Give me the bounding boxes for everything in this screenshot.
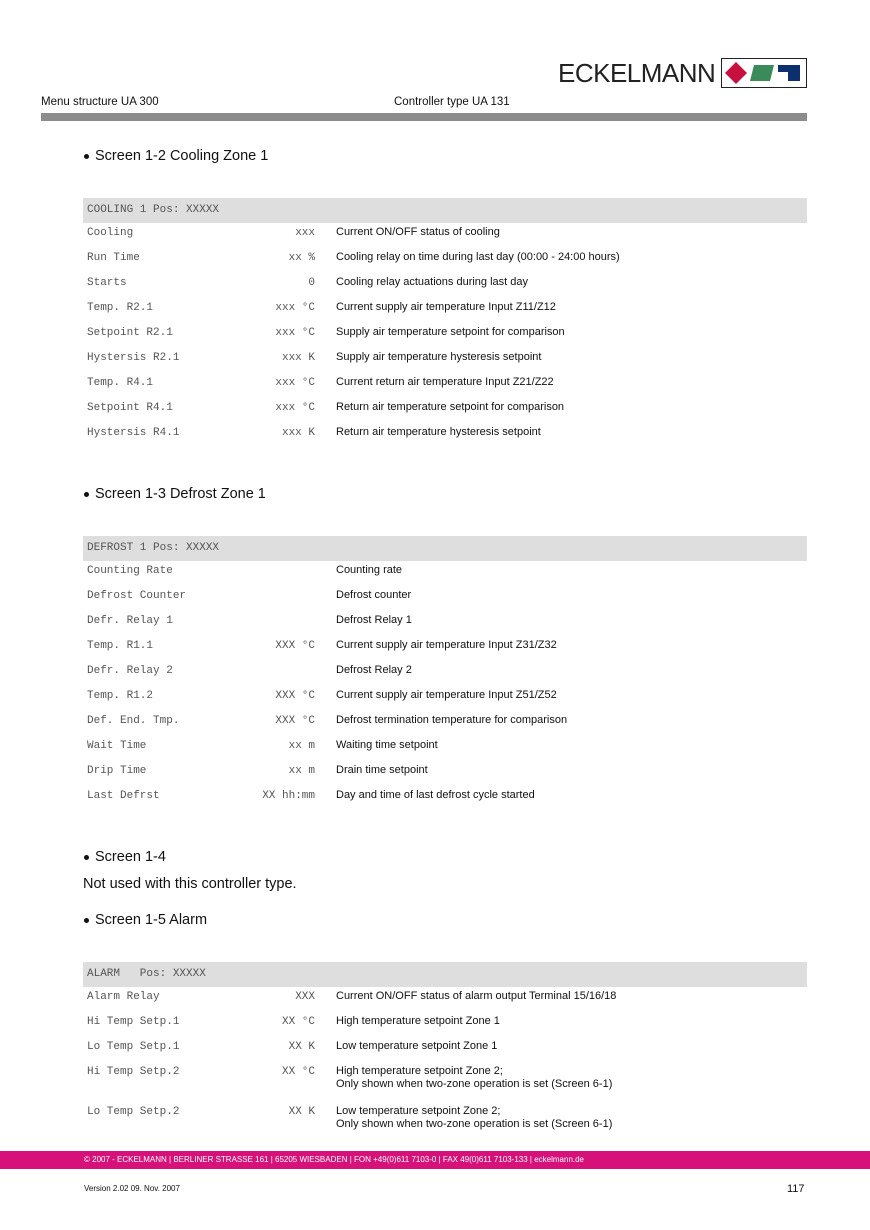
- row-label: Temp. R2.1: [87, 302, 154, 314]
- section-title: Screen 1-5 Alarm: [95, 912, 208, 928]
- row-label: Def. End. Tmp.: [87, 715, 180, 727]
- row-description-line: Day and time of last defrost cycle started: [336, 789, 535, 801]
- row-description-line: Waiting time setpoint: [336, 739, 438, 751]
- row-description: [336, 664, 412, 677]
- row-label: Hystersis R2.1: [87, 352, 180, 364]
- section-heading-cooling: [84, 148, 268, 164]
- row-description-line: Only shown when two-zone operation is set (Screen 6-1): [336, 1078, 613, 1090]
- row-value: xxx K: [281, 427, 315, 439]
- row-description-line: Supply air temperature setpoint for comparison: [336, 326, 565, 338]
- bullet-icon: [84, 154, 89, 159]
- row-description: [336, 1105, 612, 1131]
- row-description-line: Current supply air temperature Input Z31/Z32: [336, 639, 557, 651]
- row-label: Hi Temp Setp.2: [87, 1066, 180, 1078]
- table-row: [83, 398, 807, 423]
- row-label: Cooling: [87, 227, 134, 239]
- table-header: COOLING 1 Pos: XXXXX: [83, 198, 807, 223]
- table-row: [83, 323, 807, 348]
- table-row: [83, 1102, 807, 1142]
- row-label: Hi Temp Setp.1: [87, 1016, 180, 1028]
- bullet-icon: [84, 492, 89, 497]
- row-description: [336, 639, 557, 652]
- row-value: XXX: [295, 991, 315, 1003]
- row-description-line: Cooling relay on time during last day (00:00 - 24:00 hours): [336, 251, 620, 263]
- row-label: Temp. R4.1: [87, 377, 154, 389]
- row-description-line: Defrost Relay 1: [336, 614, 412, 626]
- row-description: [336, 789, 535, 802]
- section-heading-defrost: [84, 486, 266, 502]
- row-label: Alarm Relay: [87, 991, 160, 1003]
- row-description: [336, 764, 428, 777]
- row-value: xx m: [288, 740, 315, 752]
- table-body: [83, 987, 807, 1142]
- table-body: [83, 223, 807, 448]
- row-description-line: Supply air temperature hysteresis setpoint: [336, 351, 542, 363]
- row-description: [336, 1065, 612, 1091]
- row-value: xx m: [288, 765, 315, 777]
- row-value: XX K: [288, 1041, 315, 1053]
- row-label: Defrost Counter: [87, 590, 187, 602]
- row-label: Setpoint R4.1: [87, 402, 173, 414]
- table-row: [83, 586, 807, 611]
- header-divider: [41, 113, 807, 121]
- row-description-line: High temperature setpoint Zone 1: [336, 1015, 500, 1027]
- row-label: Lo Temp Setp.1: [87, 1041, 180, 1053]
- table-row: [83, 736, 807, 761]
- row-label: Setpoint R2.1: [87, 327, 173, 339]
- row-label: Starts: [87, 277, 127, 289]
- row-label: Last Defrst: [87, 790, 160, 802]
- bullet-icon: [84, 918, 89, 923]
- row-description: [336, 714, 567, 727]
- table-row: [83, 373, 807, 398]
- row-value: XXX °C: [275, 715, 315, 727]
- table-row: [83, 561, 807, 586]
- table-row: [83, 1062, 807, 1102]
- row-description-line: Return air temperature hysteresis setpoint: [336, 426, 541, 438]
- table-body: [83, 561, 807, 811]
- section-note: Not used with this controller type.: [83, 876, 297, 892]
- row-description: [336, 739, 438, 752]
- row-description: [336, 226, 500, 239]
- row-value: XX K: [288, 1106, 315, 1118]
- brand-logo: [558, 58, 807, 88]
- row-value: XX °C: [281, 1016, 315, 1028]
- table-row: [83, 636, 807, 661]
- row-label: Lo Temp Setp.2: [87, 1106, 180, 1118]
- table-header: DEFROST 1 Pos: XXXXX: [83, 536, 807, 561]
- cooling-table: [83, 198, 807, 448]
- row-value: xx %: [288, 252, 315, 264]
- brand-mark-icon: [721, 58, 807, 88]
- row-label: Counting Rate: [87, 565, 173, 577]
- row-value: xxx K: [281, 352, 315, 364]
- row-description: [336, 276, 528, 289]
- row-label: Defr. Relay 2: [87, 665, 173, 677]
- row-label: Wait Time: [87, 740, 147, 752]
- defrost-table: [83, 536, 807, 811]
- row-label: Temp. R1.2: [87, 690, 154, 702]
- row-description: [336, 689, 557, 702]
- bullet-icon: [84, 855, 89, 860]
- row-description: [336, 401, 564, 414]
- section-heading-screen-1-4: [84, 849, 166, 865]
- table-row: [83, 423, 807, 448]
- table-row: [83, 1037, 807, 1062]
- table-row: [83, 298, 807, 323]
- row-description-line: Current return air temperature Input Z21/Z22: [336, 376, 554, 388]
- table-row: [83, 661, 807, 686]
- row-description: [336, 376, 554, 389]
- row-description-line: High temperature setpoint Zone 2;: [336, 1065, 503, 1077]
- table-row: [83, 711, 807, 736]
- row-description-line: Return air temperature setpoint for comparison: [336, 401, 565, 413]
- row-description: [336, 1015, 500, 1028]
- row-description: [336, 251, 620, 264]
- row-value: XX °C: [281, 1066, 315, 1078]
- row-label: Temp. R1.1: [87, 640, 154, 652]
- footer-contact: © 2007 - ECKELMANN | BERLINER STRASSE 161 | 65205 WIESBADEN | FON +49(0)611 7103-0 | FAX 49(0)611 7103-133 | eckelmann.de: [84, 1155, 585, 1164]
- row-description-line: Current ON/OFF status of cooling: [336, 226, 500, 238]
- row-description-line: Defrost termination temperature for comparison: [336, 714, 568, 726]
- row-description-line: Defrost Relay 2: [336, 664, 412, 676]
- row-description-line: Current supply air temperature Input Z51/Z52: [336, 689, 557, 701]
- table-header: ALARM Pos: XXXXX: [83, 962, 807, 987]
- row-description: [336, 301, 556, 314]
- row-description: [336, 589, 411, 602]
- row-description-line: Cooling relay actuations during last day: [336, 276, 529, 288]
- page-number: 117: [787, 1183, 805, 1195]
- row-description: [336, 326, 565, 339]
- table-row: [83, 786, 807, 811]
- row-description-line: Low temperature setpoint Zone 2;: [336, 1105, 501, 1117]
- row-label: Defr. Relay 1: [87, 615, 173, 627]
- row-description: [336, 426, 541, 439]
- section-title: Screen 1-3 Defrost Zone 1: [95, 486, 266, 502]
- table-row: [83, 1012, 807, 1037]
- row-value: xxx °C: [275, 327, 315, 339]
- row-description: [336, 1040, 497, 1053]
- row-description: [336, 990, 616, 1003]
- row-description-line: Only shown when two-zone operation is set (Screen 6-1): [336, 1118, 613, 1130]
- row-value: xxx °C: [275, 302, 315, 314]
- row-description-line: Current ON/OFF status of alarm output Terminal 15/16/18: [336, 990, 617, 1002]
- table-row: [83, 686, 807, 711]
- row-value: 0: [308, 277, 315, 289]
- row-label: Drip Time: [87, 765, 147, 777]
- section-title: Screen 1-4: [95, 849, 166, 865]
- row-description-line: Defrost counter: [336, 589, 412, 601]
- header-center-title: Controller type UA 131: [394, 96, 510, 108]
- table-row: [83, 273, 807, 298]
- header-left-title: Menu structure UA 300: [41, 96, 159, 108]
- row-description-line: Current supply air temperature Input Z11/Z12: [336, 301, 556, 313]
- row-value: XXX °C: [275, 640, 315, 652]
- row-description-line: Low temperature setpoint Zone 1: [336, 1040, 498, 1052]
- table-row: [83, 223, 807, 248]
- row-value: xxx °C: [275, 377, 315, 389]
- row-label: Hystersis R4.1: [87, 427, 180, 439]
- table-row: [83, 987, 807, 1012]
- row-value: xxx: [295, 227, 315, 239]
- row-label: Run Time: [87, 252, 140, 264]
- row-value: XX hh:mm: [262, 790, 315, 802]
- section-title: Screen 1-2 Cooling Zone 1: [95, 148, 269, 164]
- table-row: [83, 348, 807, 373]
- row-value: XXX °C: [275, 690, 315, 702]
- table-row: [83, 761, 807, 786]
- row-description: [336, 351, 541, 364]
- row-value: xxx °C: [275, 402, 315, 414]
- table-row: [83, 611, 807, 636]
- row-description-line: Counting rate: [336, 564, 403, 576]
- alarm-table: [83, 962, 807, 1142]
- row-description: [336, 614, 412, 627]
- table-row: [83, 248, 807, 273]
- section-heading-alarm: [84, 912, 207, 928]
- version-info: Version 2.02 09. Nov. 2007: [84, 1184, 180, 1193]
- brand-name: ECKELMANN: [558, 58, 716, 88]
- row-description-line: Drain time setpoint: [336, 764, 428, 776]
- row-description: [336, 564, 402, 577]
